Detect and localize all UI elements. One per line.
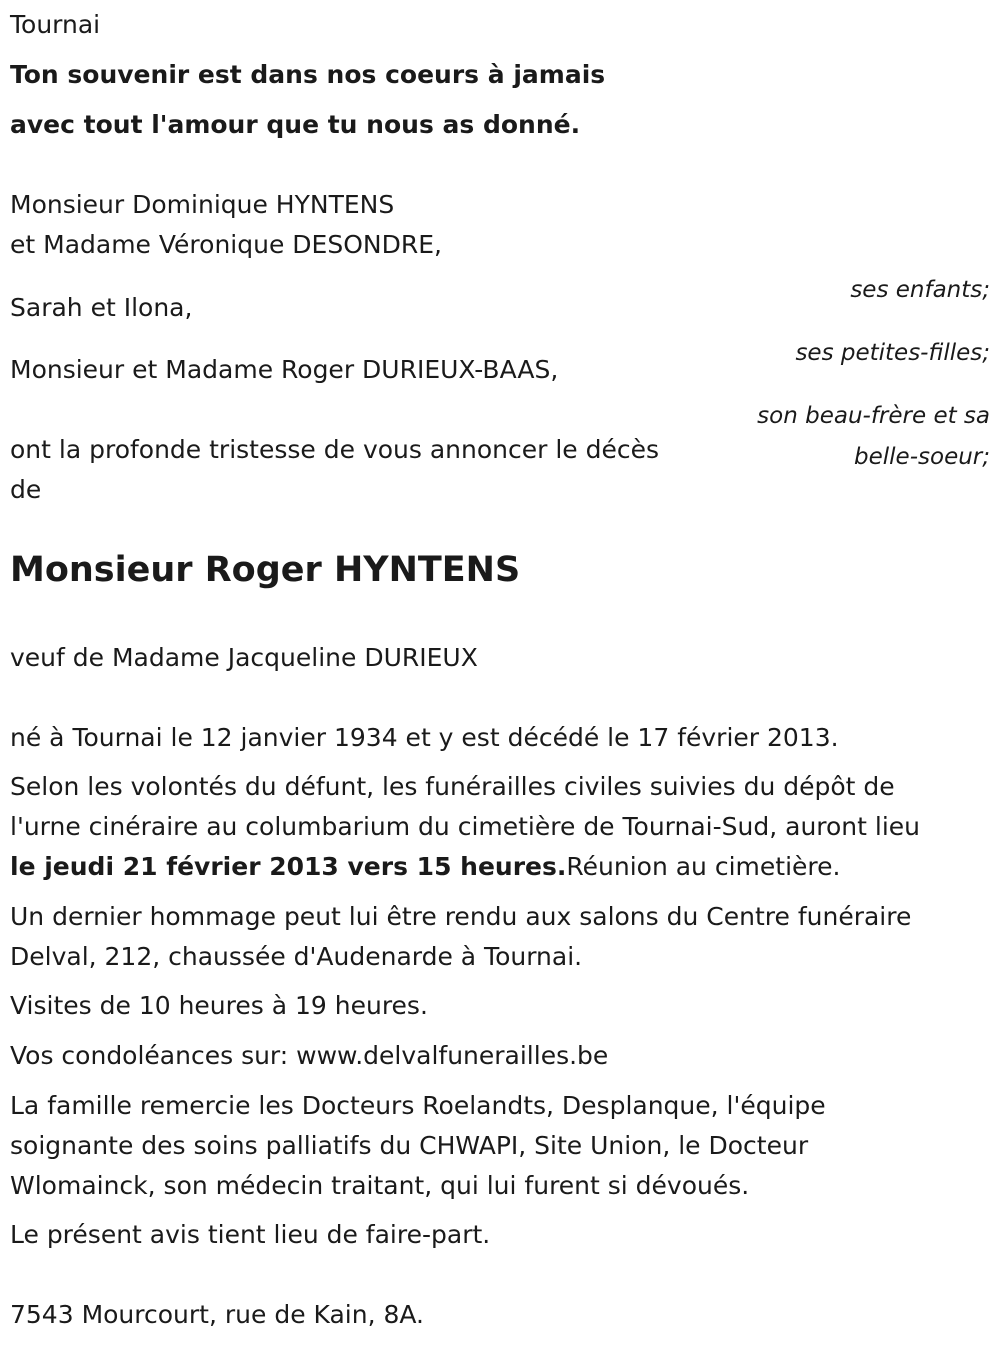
verse-line-1: Ton souvenir est dans nos coeurs à jamais (10, 60, 606, 89)
family-children-line-2: et Madame Véronique DESONDRE, (10, 230, 442, 259)
family-in-laws: Monsieur et Madame Roger DURIEUX-BAAS, (10, 355, 559, 384)
widower-of: veuf de Madame Jacqueline DURIEUX (10, 643, 478, 672)
condolences: Vos condoléances sur: www.delvalfunerailles.be (10, 1041, 609, 1070)
funeral-line-2: l'urne cinéraire au columbarium du cimetière de Tournai-Sud, auront lieu (10, 812, 921, 841)
thanks-line-1: La famille remercie les Docteurs Roelandts, Desplanque, l'équipe (10, 1091, 826, 1120)
funeral-line-1: Selon les volontés du défunt, les funérailles civiles suivies du dépôt de (10, 772, 895, 801)
funeral-line-3 (10, 847, 840, 887)
relation-in-laws-line-1: son beau-frère et sa (757, 403, 990, 429)
funeral-meeting: Réunion au cimetière. (566, 852, 841, 881)
relation-children: ses enfants; (850, 277, 990, 303)
announcement-line-2: de (10, 475, 42, 504)
family-grandchildren: Sarah et Ilona, (10, 293, 193, 322)
deceased-name: Monsieur Roger HYNTENS (10, 550, 521, 590)
city-label: Tournai (10, 10, 101, 39)
thanks-line-3: Wlomainck, son médecin traitant, qui lui furent si dévoués. (10, 1171, 750, 1200)
announcement-line-1: ont la profonde tristesse de vous annoncer le décès (10, 435, 660, 464)
tribute-line-2: Delval, 212, chaussée d'Audenarde à Tournai. (10, 942, 583, 971)
relation-grandchildren: ses petites-filles; (795, 340, 990, 366)
birth-death: né à Tournai le 12 janvier 1934 et y est décédé le 17 février 2013. (10, 723, 839, 752)
notice: Le présent avis tient lieu de faire-part. (10, 1220, 491, 1249)
family-children-line-1: Monsieur Dominique HYNTENS (10, 190, 395, 219)
thanks-line-2: soignante des soins palliatifs du CHWAPI, Site Union, le Docteur (10, 1131, 809, 1160)
relation-in-laws-line-2: belle-soeur; (854, 444, 990, 470)
funeral-date: le jeudi 21 février 2013 vers 15 heures. (10, 852, 567, 881)
verse-line-2: avec tout l'amour que tu nous as donné. (10, 110, 581, 139)
tribute-line-1: Un dernier hommage peut lui être rendu aux salons du Centre funéraire (10, 902, 912, 931)
address: 7543 Mourcourt, rue de Kain, 8A. (10, 1300, 424, 1329)
visits: Visites de 10 heures à 19 heures. (10, 991, 428, 1020)
